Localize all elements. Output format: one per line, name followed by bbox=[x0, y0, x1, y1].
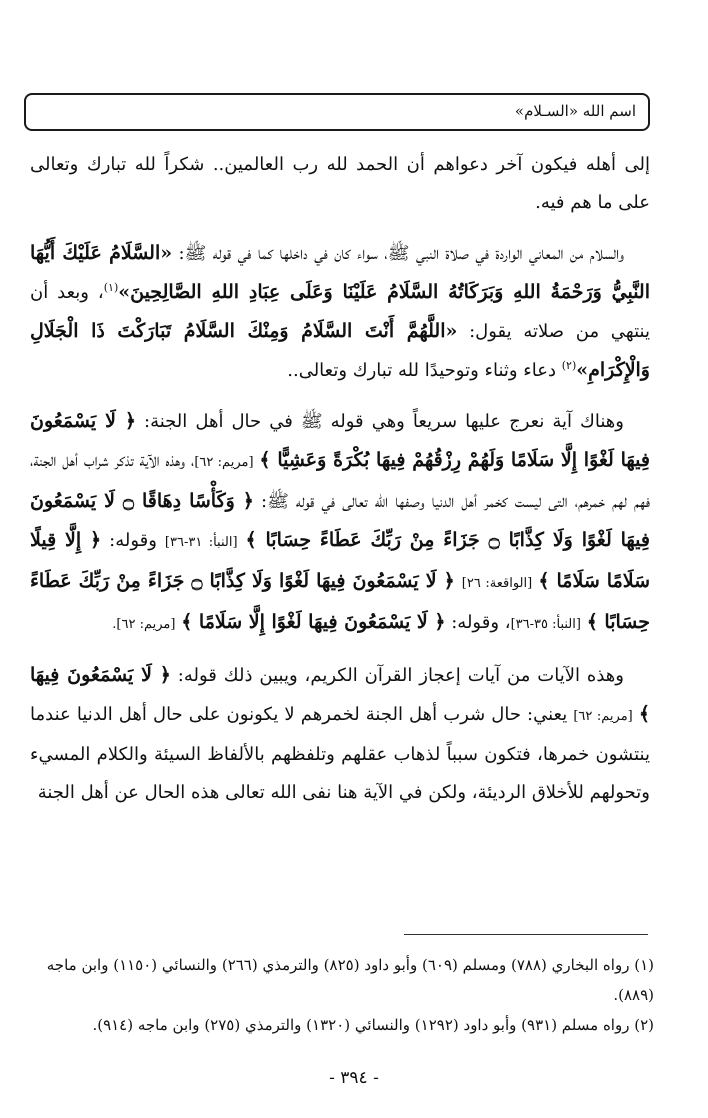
verse-1: ﴿ لَا يَسْمَعُونَ فِيهَا لَغْوًا إِلَّا سَلَامًا وَلَهُمْ رِزْقُهُمْ فِيهَا بُكْرَةً وَعَشِيًّا ﴾ bbox=[30, 410, 650, 471]
paragraph-3-text-2: ، وهذه الآية تذكر شراب أهل الجنة، فهم لهم خمرهم، التى ليست كخمر أهل الدنيا وصفها الله تعالى في قوله ﷺ: bbox=[30, 450, 650, 512]
paragraph-3-text-1: وهناك آية نعرج عليها سريعاً وهي قوله ﷺ في حال أهل الجنة: bbox=[144, 411, 624, 432]
verse-6: ﴿ لَا يَسْمَعُونَ فِيهَا ﴾ bbox=[30, 664, 650, 725]
verse-ref-5: [مريم: ٦٢]. bbox=[112, 617, 176, 632]
paragraph-4 bbox=[30, 656, 650, 812]
verse-3: ﴿ إِلَّا قِيلًا سَلَامًا سَلَامًا ﴾ bbox=[30, 529, 651, 592]
verse-ref-1: [مريم: ٦٢] bbox=[194, 455, 254, 470]
paragraph-3-text-3: وقوله: bbox=[109, 530, 165, 551]
paragraph-2-end: دعاء وثناء وتوحيدًا لله تبارك وتعالى.. bbox=[287, 360, 562, 381]
main-text bbox=[30, 146, 650, 824]
paragraph-2 bbox=[30, 234, 650, 390]
verse-2: ﴿ وَكَأْسًا دِهَاقًا ۝ لَا يَسْمَعُونَ فِيهَا لَغْوًا وَلَا كِذَّابًا ۝ جَزَاءً مِنْ رَبِّكَ عَطَاءً حِسَابًا ﴾ bbox=[30, 490, 650, 551]
footnote-ref-2: (٢) bbox=[561, 359, 577, 372]
footnote-1: (١) رواه البخاري (٧٨٨) ومسلم (٦٠٩) وأبو داود (٨٢٥) والترمذي (٢٦٦) والنسائي (١١٥٠) وابن ماجه (٨٨٩). bbox=[46, 956, 654, 1004]
verse-4: ﴿ لَا يَسْمَعُونَ فِيهَا لَغْوًا وَلَا كِذَّابًا ۝ جَزَاءً مِنْ رَبِّكَ عَطَاءً حِسَابًا ﴾ bbox=[30, 570, 650, 633]
paragraph-2-intro: والسلام من المعاني الواردة في صلاة النبي ﷺ، سواء كان في داخلها كما في قوله ﷺ: bbox=[178, 243, 624, 264]
hadith-quote-1: «السَّلَامُ عَلَيْكَ أَيُّهَا النَّبِيُّ وَرَحْمَةُ اللهِ وَبَرَكَاتُهُ السَّلَامُ عَلَيْنَا وَعَلَى عِبَادِ اللهِ الصَّالِحِينَ» bbox=[30, 242, 650, 303]
header-title: اسم الله «السـلام» bbox=[514, 102, 636, 120]
paragraph-2-mid: ، وبعد أن ينتهي من صلاته يقول: bbox=[30, 282, 650, 342]
footnote-2: (٢) رواه مسلم (٩٣١) وأبو داود (١٢٩٢) والنسائي (١٣٢٠) والترمذي (٢٧٥) وابن ماجه (٩١٤). bbox=[92, 1016, 654, 1034]
verse-ref-4: [النبأ: ٣٥-٣٦] bbox=[510, 617, 581, 632]
footnotes bbox=[34, 950, 654, 1040]
verse-ref-6: [مريم: ٦٢] bbox=[573, 709, 633, 724]
paragraph-4-text-2: يعني: حال شرب أهل الجنة لخمرهم لا يكونون على حال أهل الدنيا عندما ينتشون خمرها، فتكون سبباً لذهاب عقلهم وتلفظهم بالألفاظ السيئة والكلام المسيء وتحولهم للأخلاق الرديئة، ولكن في الآية هنا نفى الله تعالى هذه الحال عن أهل الجنة bbox=[30, 704, 650, 803]
running-header bbox=[24, 93, 650, 131]
page-number: - ٣٩٤ - bbox=[329, 1068, 379, 1088]
footnote-divider bbox=[404, 934, 648, 935]
verse-ref-3: [الواقعة: ٢٦] bbox=[461, 576, 533, 591]
paragraph-4-text-1: وهذه الآيات من آيات إعجاز القرآن الكريم، ويبين ذلك قوله: bbox=[177, 665, 624, 686]
paragraph-3 bbox=[30, 402, 650, 644]
verse-ref-2: [النبأ: ٣١-٣٦] bbox=[164, 535, 238, 550]
paragraph-1: إلى أهله فيكون آخر دعواهم أن الحمد لله رب العالمين.. شكراً لله تبارك وتعالى على ما هم فيه. bbox=[30, 154, 650, 213]
verse-5: ﴿ لَا يَسْمَعُونَ فِيهَا لَغْوًا إِلَّا سَلَامًا ﴾ bbox=[181, 611, 446, 633]
paragraph-3-text-4: ، وقوله: bbox=[451, 612, 511, 633]
hadith-quote-2: «اللَّهُمَّ أَنْتَ السَّلَامُ وَمِنْكَ السَّلَامُ تَبَارَكْتَ ذَا الْجَلَالِ وَالْإِكْرَامِ» bbox=[30, 320, 650, 381]
footnote-ref-1: (١) bbox=[103, 281, 119, 294]
